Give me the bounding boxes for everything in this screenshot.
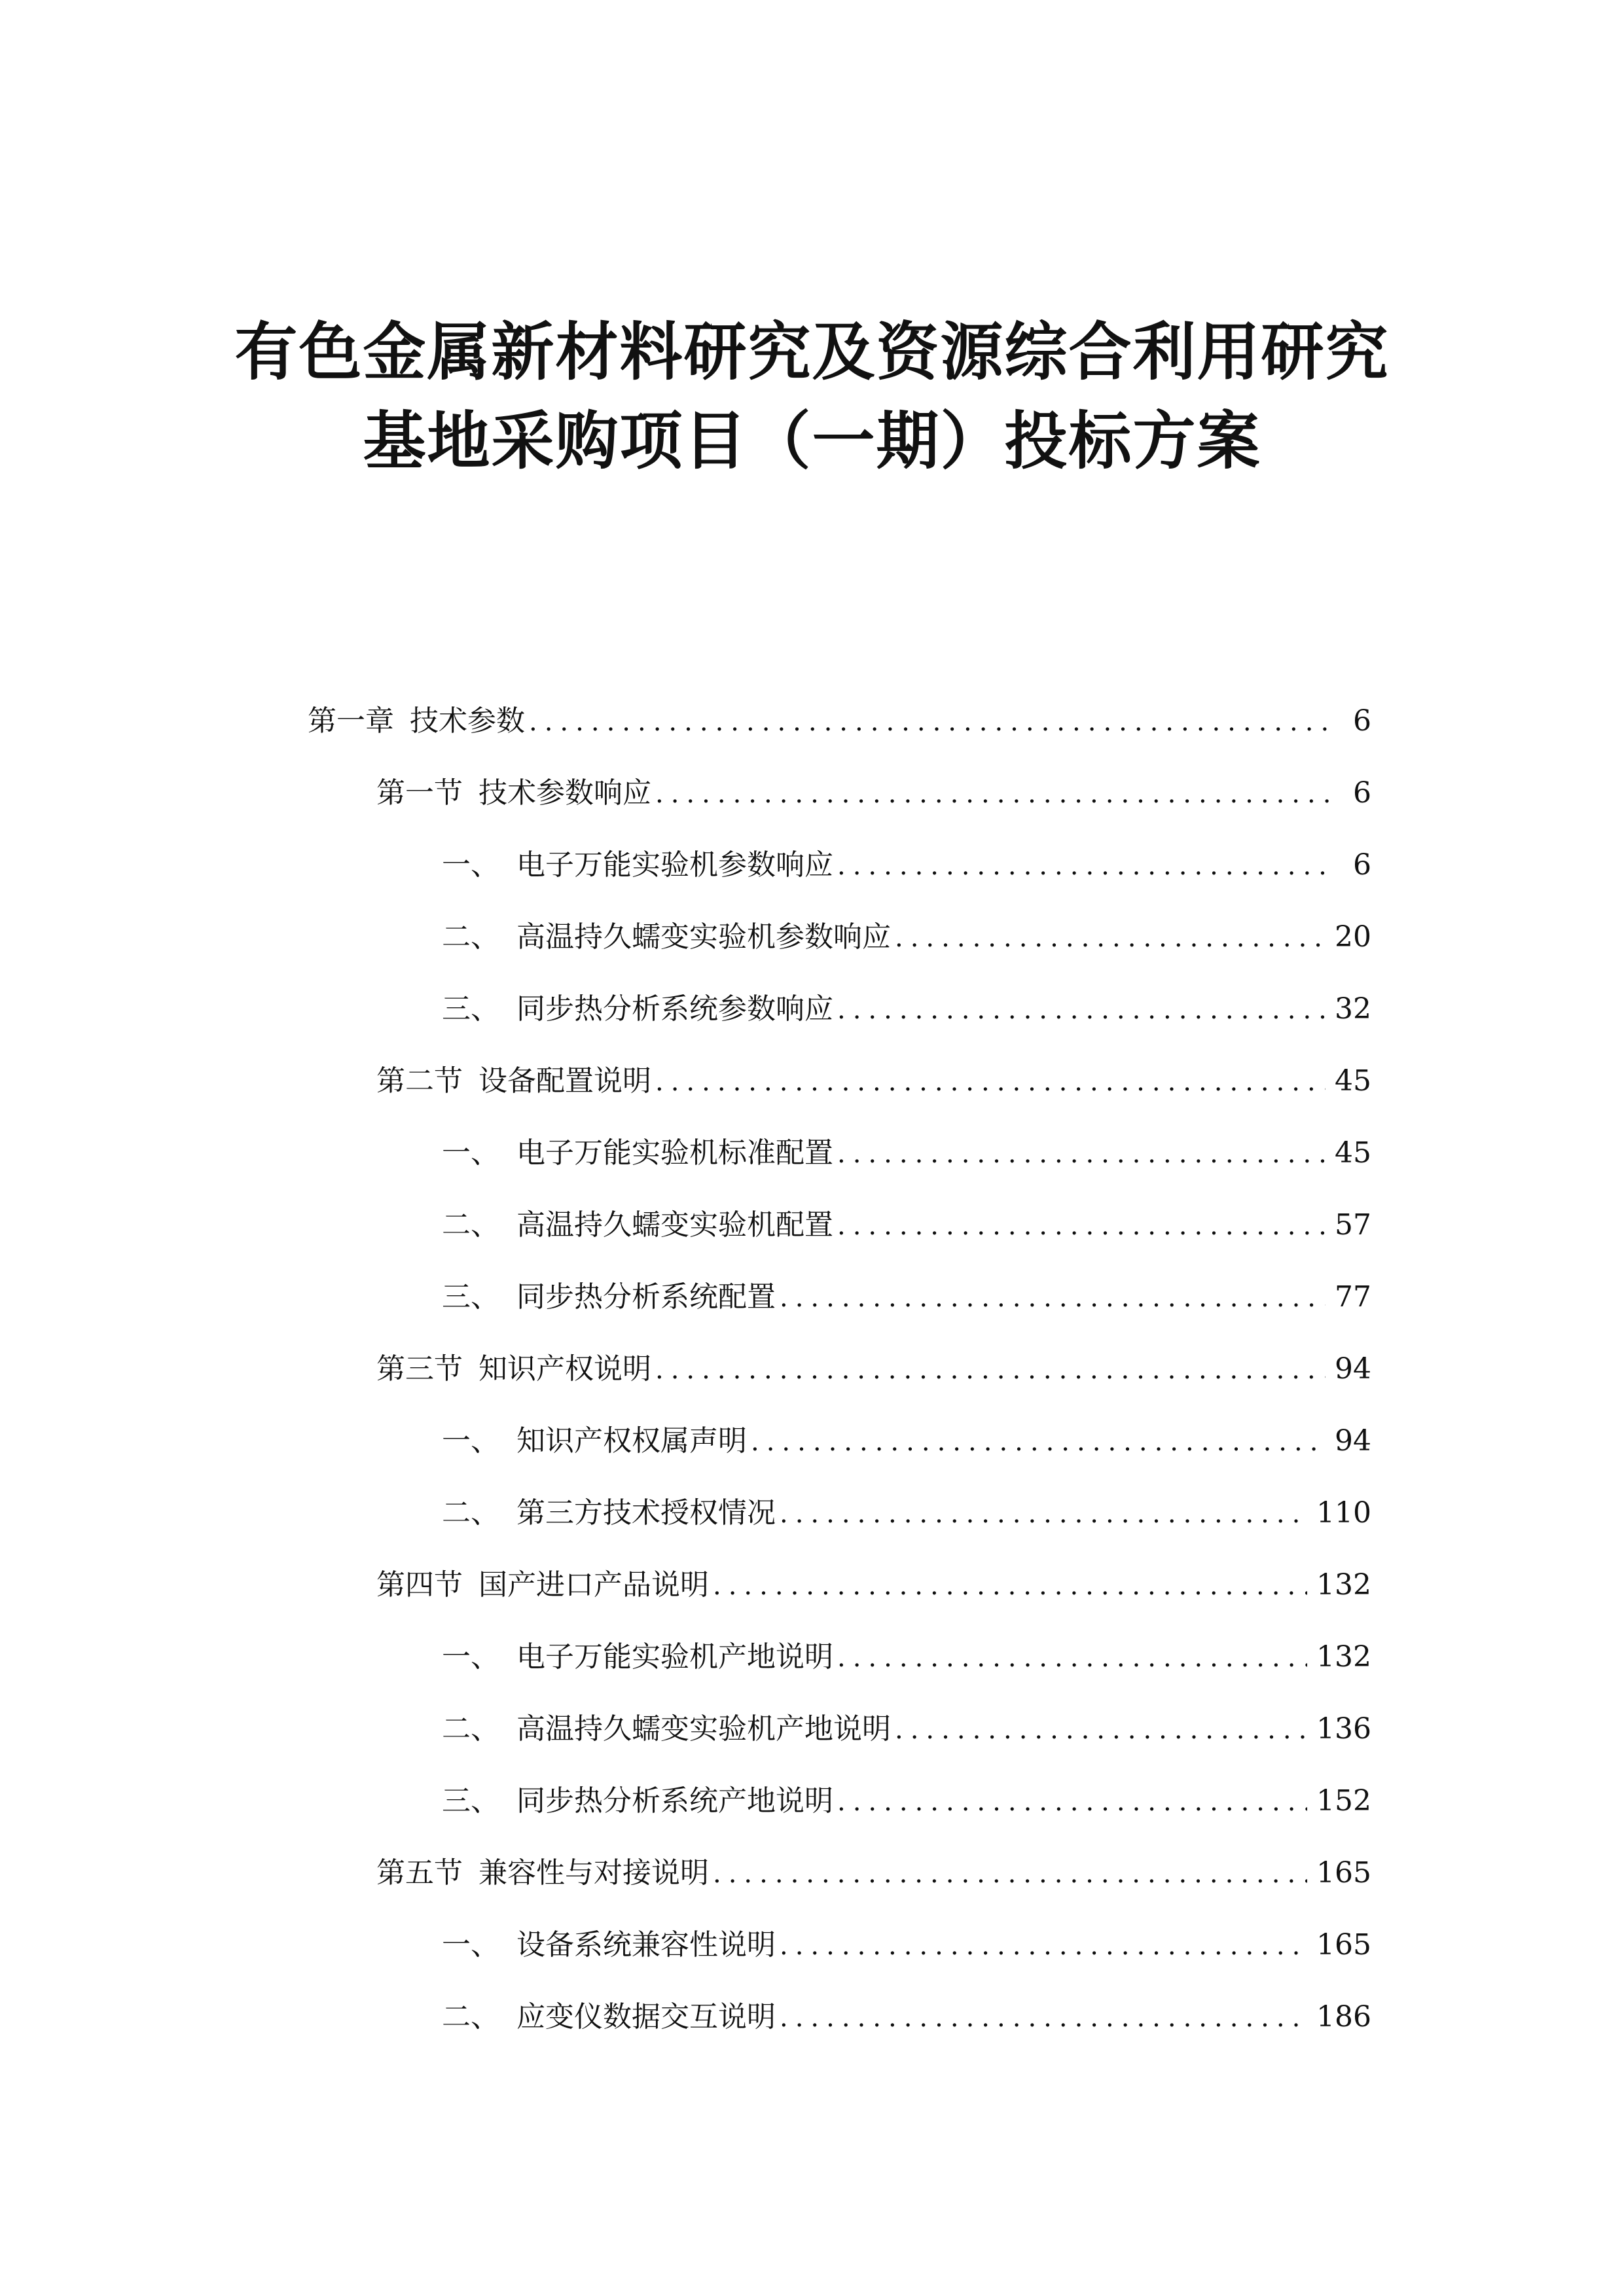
toc-entry[interactable] (308, 839, 1371, 911)
toc-entry-title: 电子万能实验机产地说明 (516, 1640, 833, 1674)
toc-entry-number: 一、 (442, 848, 499, 882)
toc-entry-number: 二、 (442, 1208, 499, 1242)
toc-entry-title: 国产进口产品说明 (478, 1568, 709, 1602)
toc-entry-title: 电子万能实验机标准配置 (516, 1136, 833, 1170)
toc-page-number: 32 (1335, 992, 1371, 1026)
toc-entry[interactable] (308, 1199, 1371, 1271)
toc-entry[interactable] (308, 911, 1371, 983)
document-title-line-1: 有色金属新材料研究及资源综合利用研究 (234, 315, 1390, 389)
toc-entry-title: 兼容性与对接说明 (478, 1856, 709, 1890)
toc-entry[interactable] (308, 1631, 1371, 1703)
toc-entry[interactable] (308, 767, 1371, 839)
toc-entry-number: 二、 (442, 1712, 499, 1746)
toc-entry-title: 技术参数响应 (478, 776, 651, 810)
toc-dot-leader (529, 696, 1336, 748)
toc-entry-title: 技术参数 (410, 704, 525, 738)
toc-page-number: 165 (1316, 1928, 1371, 1962)
toc-entry-number: 第四节 (376, 1568, 463, 1602)
toc-page-number: 6 (1353, 704, 1371, 738)
toc-entry-number: 二、 (442, 920, 499, 954)
toc-entry-number: 二、 (442, 1496, 499, 1530)
table-of-contents (308, 695, 1371, 2063)
toc-dot-leader (655, 1056, 1326, 1108)
toc-entry-number: 一、 (442, 1424, 499, 1458)
toc-entry-number: 三、 (442, 992, 499, 1026)
toc-page-number: 94 (1335, 1352, 1371, 1386)
toc-entry-title: 知识产权说明 (478, 1352, 651, 1386)
toc-entry-number: 第一节 (376, 776, 463, 810)
toc-page-number: 6 (1353, 776, 1371, 810)
toc-entry[interactable] (308, 1847, 1371, 1919)
toc-entry[interactable] (308, 1271, 1371, 1343)
toc-entry-number: 二、 (442, 2000, 499, 2034)
toc-entry[interactable] (308, 1991, 1371, 2063)
toc-entry[interactable] (308, 1343, 1371, 1415)
toc-entry[interactable] (308, 1415, 1371, 1487)
toc-entry[interactable] (308, 1487, 1371, 1559)
toc-entry-number: 第二节 (376, 1064, 463, 1098)
toc-entry-number: 一、 (442, 1640, 499, 1674)
toc-entry[interactable] (308, 1559, 1371, 1631)
toc-page-number: 94 (1335, 1424, 1371, 1458)
toc-entry[interactable] (308, 983, 1371, 1055)
toc-entry-number: 第五节 (376, 1856, 463, 1890)
toc-entry-title: 高温持久蠕变实验机配置 (516, 1208, 833, 1242)
toc-dot-leader (837, 984, 1326, 1036)
toc-dot-leader (780, 1992, 1307, 2044)
toc-entry-title: 知识产权权属声明 (516, 1424, 747, 1458)
toc-entry-title: 电子万能实验机参数响应 (516, 848, 833, 882)
toc-page-number: 132 (1316, 1568, 1371, 1602)
toc-entry-title: 同步热分析系统配置 (516, 1280, 776, 1314)
toc-dot-leader (713, 1560, 1307, 1612)
toc-dot-leader (713, 1848, 1307, 1900)
toc-entry-title: 设备系统兼容性说明 (516, 1928, 776, 1962)
toc-dot-leader (751, 1416, 1326, 1468)
toc-dot-leader (837, 840, 1336, 892)
toc-entry-title: 同步热分析系统产地说明 (516, 1784, 833, 1818)
toc-entry-number: 三、 (442, 1784, 499, 1818)
toc-dot-leader (780, 1488, 1307, 1540)
toc-dot-leader (895, 912, 1326, 964)
toc-page-number: 186 (1316, 2000, 1371, 2034)
toc-page-number: 6 (1353, 848, 1371, 882)
toc-entry[interactable] (308, 1055, 1371, 1127)
toc-entry[interactable] (308, 1127, 1371, 1199)
toc-page-number: 45 (1335, 1064, 1371, 1098)
toc-page-number: 165 (1316, 1856, 1371, 1890)
toc-entry-number: 一、 (442, 1136, 499, 1170)
toc-entry-title: 设备配置说明 (478, 1064, 651, 1098)
toc-entry-title: 高温持久蠕变实验机参数响应 (516, 920, 891, 954)
toc-page-number: 136 (1316, 1712, 1371, 1746)
toc-page-number: 152 (1316, 1784, 1371, 1818)
toc-dot-leader (837, 1776, 1307, 1828)
toc-entry-number: 第三节 (376, 1352, 463, 1386)
toc-entry[interactable] (308, 1919, 1371, 1991)
toc-entry-title: 同步热分析系统参数响应 (516, 992, 833, 1026)
toc-dot-leader (837, 1632, 1307, 1684)
toc-entry-number: 三、 (442, 1280, 499, 1314)
toc-page-number: 45 (1335, 1136, 1371, 1170)
toc-dot-leader (655, 1344, 1326, 1396)
toc-page-number: 132 (1316, 1640, 1371, 1674)
toc-page-number: 77 (1335, 1280, 1371, 1314)
toc-dot-leader (780, 1272, 1326, 1324)
toc-dot-leader (780, 1920, 1307, 1972)
toc-entry[interactable] (308, 1703, 1371, 1775)
toc-page-number: 57 (1335, 1208, 1371, 1242)
toc-entry-title: 应变仪数据交互说明 (516, 2000, 776, 2034)
toc-dot-leader (837, 1200, 1326, 1252)
toc-dot-leader (837, 1128, 1326, 1180)
toc-dot-leader (655, 768, 1336, 820)
toc-dot-leader (895, 1704, 1307, 1756)
toc-entry[interactable] (308, 695, 1371, 767)
toc-entry[interactable] (308, 1775, 1371, 1847)
document-title-line-2: 基地采购项目（一期）投标方案 (363, 404, 1261, 478)
toc-entry-number: 一、 (442, 1928, 499, 1962)
toc-entry-number: 第一章 (308, 704, 394, 738)
toc-page-number: 110 (1316, 1496, 1371, 1530)
toc-entry-title: 高温持久蠕变实验机产地说明 (516, 1712, 891, 1746)
toc-page-number: 20 (1335, 920, 1371, 954)
document-title (0, 308, 1624, 486)
toc-entry-title: 第三方技术授权情况 (516, 1496, 776, 1530)
